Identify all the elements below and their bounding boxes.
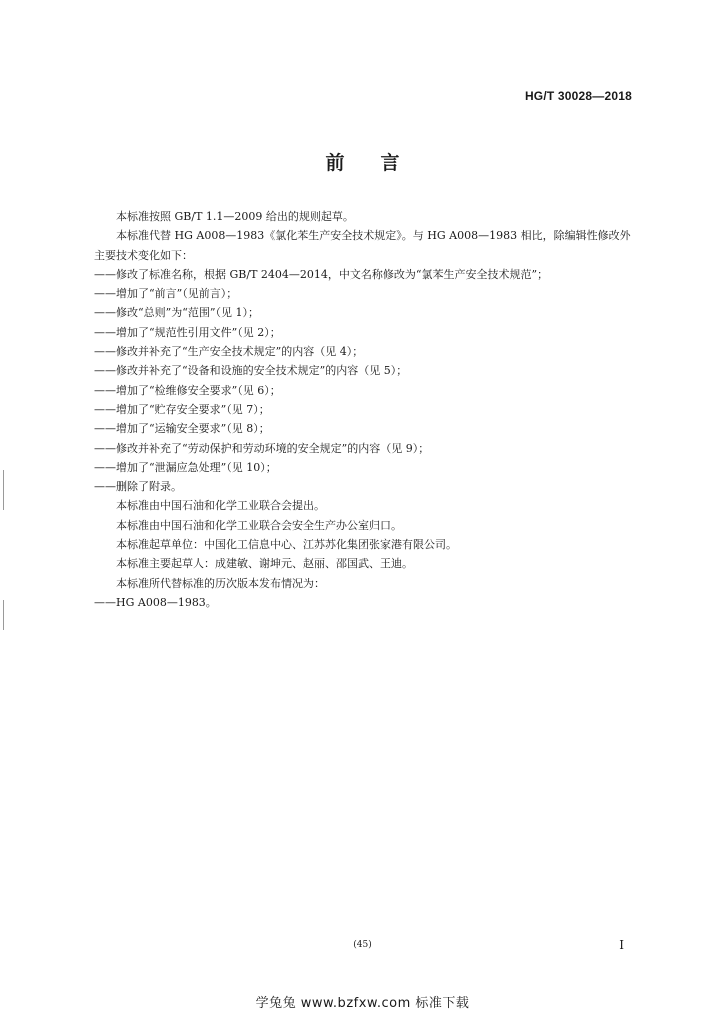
scan-edge-mark — [3, 600, 4, 630]
list-item: ——增加了“贮存安全要求”（见 7）； — [94, 402, 270, 416]
watermark-text: 学兔兔 www.bzfxw.com 标准下载 — [255, 996, 470, 1011]
scan-edge-mark — [3, 470, 4, 510]
list-item: ——增加了“前言”（见前言）； — [94, 287, 238, 301]
list-item: ——增加了“泄漏应急处理”（见 10）； — [94, 460, 277, 474]
list-item: ——修改“总则”为“范围”（见 1）； — [94, 306, 259, 320]
list-item: ——增加了“检维修安全要求”（见 6）； — [94, 383, 281, 397]
paragraph: 本标准代替 HG A008—1983《氯化苯生产安全技术规定》。与 HG A008—1983 相比，除编辑性修改外主要技术变化如下： — [94, 229, 631, 262]
paragraph: 本标准由中国石油和化学工业联合会提出。 — [116, 499, 325, 513]
changes-list — [94, 265, 636, 497]
page-reference: (45) — [353, 940, 372, 950]
page-number: I — [619, 938, 624, 952]
page-title: 前言 — [325, 152, 436, 174]
list-item: ——修改并补充了“劳动保护和劳动环境的安全规定”的内容（见 9）； — [94, 441, 430, 455]
paragraph: 本标准主要起草人：成建敏、谢坤元、赵丽、邵国武、王迪。 — [116, 557, 413, 571]
list-item: ——修改并补充了“生产安全技术规定”的内容（见 4）； — [94, 345, 364, 359]
history-item: ——HG A008—1983。 — [94, 595, 217, 609]
paragraph: 本标准由中国石油和化学工业联合会安全生产办公室归口。 — [116, 518, 402, 532]
list-item: ——增加了“运输安全要求”（见 8）； — [94, 422, 270, 436]
document-body — [94, 207, 636, 612]
list-item: ——增加了“规范性引用文件”（见 2）； — [94, 325, 281, 339]
list-item: ——修改了标准名称，根据 GB/T 2404—2014，中文名称修改为“氯苯生产安全技术规范”； — [94, 267, 549, 281]
standard-code: HG/T 30028—2018 — [524, 89, 632, 103]
paragraph: 本标准起草单位：中国化工信息中心、江苏苏化集团张家港有限公司。 — [116, 538, 457, 552]
paragraph: 本标准所代替标准的历次版本发布情况为： — [116, 576, 325, 590]
paragraph: 本标准按照 GB/T 1.1—2009 给出的规则起草。 — [116, 210, 354, 223]
list-item: ——修改并补充了“设备和设施的安全技术规定”的内容（见 5）； — [94, 364, 408, 378]
list-item: ——删除了附录。 — [94, 480, 182, 494]
